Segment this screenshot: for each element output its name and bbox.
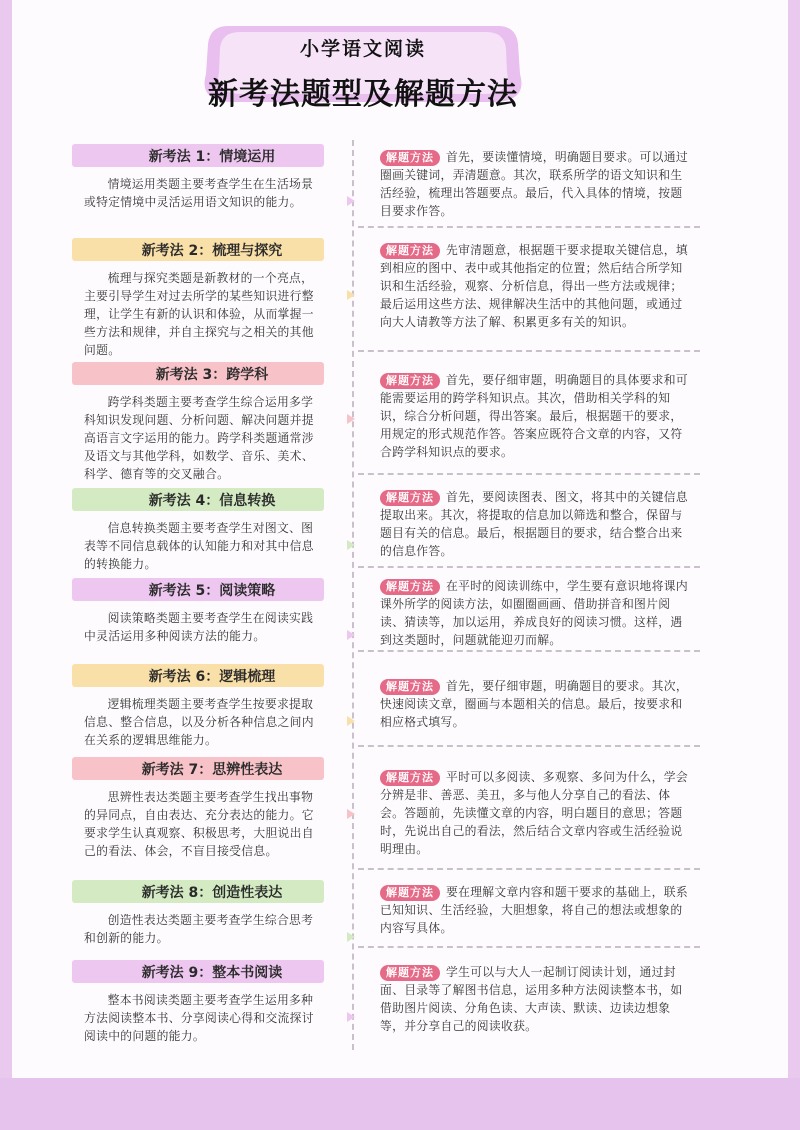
pointer-arrow-icon — [347, 809, 355, 819]
solution-text: 先审清题意，根据题干要求提取关键信息，填到相应的图中、表中或其他指定的位置；然后结合所学知识和生活经验，观察、分析信息，得出一些方法或规律；最后运用这些方法、规律解决生活中的其他问题，或通过向大人请教等方法了解、积累更多有关的知识。 — [380, 243, 688, 329]
solution-method — [380, 677, 692, 731]
pointer-arrow-icon — [347, 716, 355, 726]
solution-text: 首先，要仔细审题，明确题目的要求。其次，快速阅读文章，圈画与本题相关的信息。最后，按要求和相应格式填写。 — [380, 679, 688, 729]
method-tag: 新考法 5：阅读策略 — [72, 578, 324, 601]
left-edge-decoration — [0, 0, 12, 1130]
pointer-arrow-icon — [347, 630, 355, 640]
solution-label-badge: 解题方法 — [380, 885, 440, 901]
solution-method — [380, 577, 692, 649]
method-description: 梳理与探究类题是新教材的一个亮点，主要引导学生对过去所学的某些知识进行整理，让学生有新的认识和体验，从而掌握一些方法和规律，并自主探究与之相关的其他问题。 — [84, 271, 314, 357]
method-description: 跨学科类题主要考查学生综合运用多学科知识发现问题、分析问题、解决问题并提高语言文字运用的能力。跨学科类题通常涉及语文与其他学科，如数学、音乐、美术、科学、德育等的交叉融合。 — [84, 395, 314, 481]
method-description: 阅读策略类题主要考查学生在阅读实践中灵活运用多种阅读方法的能力。 — [84, 611, 314, 643]
pointer-arrow-icon — [347, 414, 355, 424]
solution-label-badge: 解题方法 — [380, 150, 440, 166]
solution-label-badge: 解题方法 — [380, 373, 440, 389]
solution-method — [380, 148, 692, 220]
solution-text: 首先，要阅读图表、图文，将其中的关键信息提取出来。其次，将提取的信息加以筛选和整合，保留与题目有关的信息。最后，根据题目的要求，结合整合出来的信息作答。 — [380, 490, 688, 558]
solution-text: 在平时的阅读训练中，学生要有意识地将课内课外所学的阅读方法，如圈圈画画、借助拼音和图片阅读、猜读等，加以运用，养成良好的阅读习惯。这样，遇到这类题时，问题就能迎刃而解。 — [380, 579, 688, 647]
pointer-arrow-icon — [347, 290, 355, 300]
solution-text: 要在理解文章内容和题干要求的基础上，联系已知知识、生活经验，大胆想象，将自己的想法或想象的内容写具体。 — [380, 885, 688, 935]
solution-label-badge: 解题方法 — [380, 679, 440, 695]
pointer-arrow-icon — [347, 932, 355, 942]
solution-label-badge: 解题方法 — [380, 579, 440, 595]
section-separator — [358, 946, 700, 948]
method-description: 整本书阅读类题主要考查学生运用多种方法阅读整本书、分享阅读心得和交流探讨阅读中的问题的能力。 — [84, 993, 314, 1043]
page-title: 新考法题型及解题方法 — [208, 77, 518, 112]
solution-text: 首先，要读懂情境，明确题目要求。可以通过圈画关键词，弄清题意。其次，联系所学的语文知识和生活经验，梳理出答题要点。最后，代入具体的情境，按题目要求作答。 — [380, 150, 688, 218]
pointer-arrow-icon — [347, 540, 355, 550]
section-separator — [358, 868, 700, 870]
solution-label-badge: 解题方法 — [380, 965, 440, 981]
section-separator — [358, 350, 700, 352]
section-separator — [358, 566, 700, 568]
right-edge-decoration — [788, 0, 800, 1130]
method-tag: 新考法 4：信息转换 — [72, 488, 324, 511]
solution-text: 学生可以与大人一起制订阅读计划，通过封面、目录等了解图书信息，运用多种方法阅读整本书，如借助图片阅读、分角色读、大声读、默读、边读边想象等，并分享自己的阅读收获。 — [380, 965, 683, 1033]
solution-method — [380, 963, 692, 1035]
solution-text: 首先，要仔细审题，明确题目的具体要求和可能需要运用的跨学科知识点。其次，借助相关学科的知识，综合分析问题，得出答案。最后，根据题干的要求，用规定的形式规范作答。答案应既符合文章的内容，又符合跨学科知识点的要求。 — [380, 373, 688, 459]
method-tag: 新考法 8：创造性表达 — [72, 880, 324, 903]
method-description: 思辨性表达类题主要考查学生找出事物的异同点，自由表达、充分表达的能力。它要求学生认真观察、积极思考，大胆说出自己的看法、体会，不盲目接受信息。 — [84, 790, 314, 858]
method-tag: 新考法 9：整本书阅读 — [72, 960, 324, 983]
method-description: 创造性表达类题主要考查学生综合思考和创新的能力。 — [84, 913, 314, 945]
header-subtitle: 小学语文阅读 — [299, 38, 426, 60]
column-divider — [352, 140, 354, 1050]
solution-method — [380, 488, 692, 560]
solution-method — [380, 241, 692, 331]
solution-text: 平时可以多阅读、多观察、多问为什么，学会分辨是非、善恶、美丑，多与他人分享自己的看法、体会。答题前，先读懂文章的内容，明白题目的意思；答题时，先说出自己的看法，然后结合文章内容或生活经验说明理由。 — [380, 770, 688, 856]
method-description: 信息转换类题主要考查学生对图文、图表等不同信息载体的认知能力和对其中信息的转换能力。 — [84, 521, 314, 571]
solution-label-badge: 解题方法 — [380, 770, 440, 786]
solution-label-badge: 解题方法 — [380, 490, 440, 506]
solution-method — [380, 371, 692, 461]
bottom-band — [0, 1078, 800, 1130]
section-separator — [358, 650, 700, 652]
section-separator — [358, 473, 700, 475]
section-separator — [358, 226, 700, 228]
solution-method — [380, 883, 692, 937]
section-separator — [358, 745, 700, 747]
header — [188, 24, 538, 112]
pointer-arrow-icon — [347, 196, 355, 206]
method-tag: 新考法 3：跨学科 — [72, 362, 324, 385]
method-tag: 新考法 7：思辨性表达 — [72, 757, 324, 780]
method-tag: 新考法 1：情境运用 — [72, 144, 324, 167]
solution-label-badge: 解题方法 — [380, 243, 440, 259]
method-tag: 新考法 2：梳理与探究 — [72, 238, 324, 261]
method-tag: 新考法 6：逻辑梳理 — [72, 664, 324, 687]
method-description: 逻辑梳理类题主要考查学生按要求提取信息、整合信息，以及分析各种信息之间内在关系的逻辑思维能力。 — [84, 697, 314, 747]
method-description: 情境运用类题主要考查学生在生活场景或特定情境中灵活运用语文知识的能力。 — [84, 177, 314, 209]
solution-method — [380, 768, 692, 858]
pointer-arrow-icon — [347, 1012, 355, 1022]
